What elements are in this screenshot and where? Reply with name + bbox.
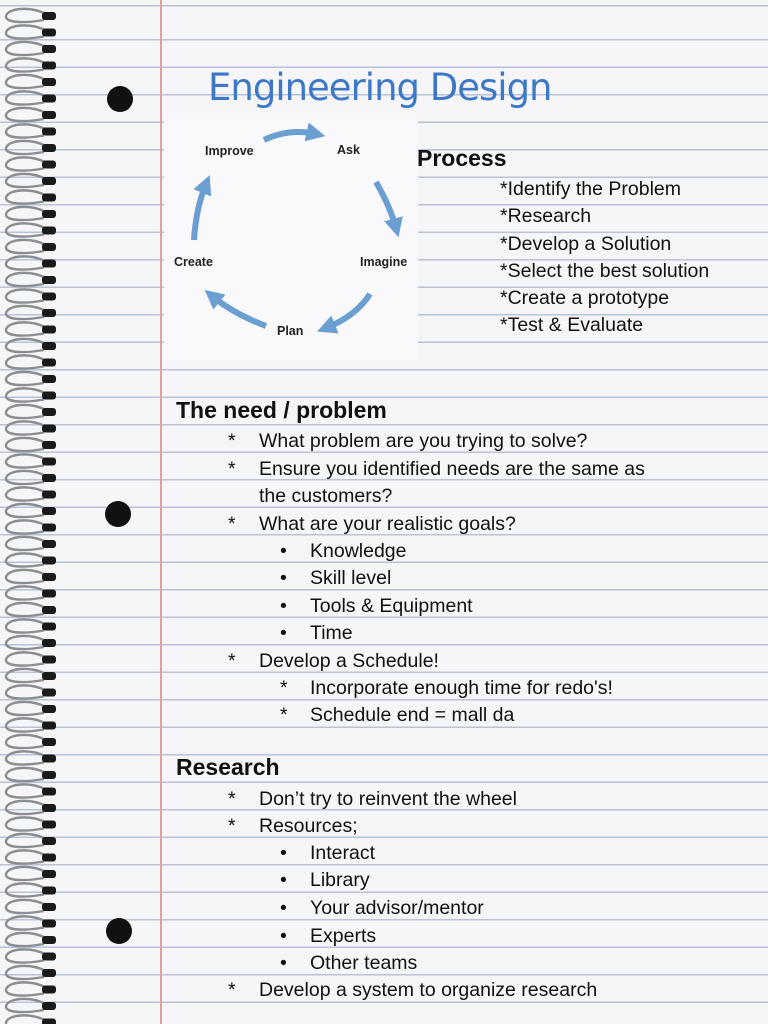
- binding-hole: [42, 738, 56, 746]
- star-marker: *: [228, 788, 236, 810]
- binding-hole: [42, 128, 56, 136]
- binding-hole: [42, 210, 56, 218]
- binding-hole: [42, 293, 56, 301]
- binding-hole: [42, 95, 56, 103]
- spiral-coil: [6, 141, 46, 154]
- spiral-coil: [6, 256, 46, 269]
- spiral-coil: [6, 504, 46, 517]
- binding-hole: [42, 557, 56, 565]
- research-item: Develop a system to organize research: [259, 979, 598, 1001]
- spiral-coil: [6, 735, 46, 748]
- spiral-coil: [6, 487, 46, 500]
- goal-item: Knowledge: [310, 540, 407, 562]
- step-ask-label: Ask: [337, 143, 360, 157]
- need-item: Ensure you identified needs are the same as: [259, 458, 645, 480]
- spiral-coil: [6, 850, 46, 863]
- spiral-coil: [6, 933, 46, 946]
- spiral-coil: [6, 58, 46, 71]
- binding-hole: [42, 62, 56, 70]
- spiral-coil: [6, 586, 46, 599]
- binding-hole: [42, 656, 56, 664]
- process-heading: Process: [417, 145, 507, 171]
- binding-hole: [42, 837, 56, 845]
- star-marker: *: [228, 815, 236, 837]
- step-imagine-label: Imagine: [360, 255, 408, 269]
- binding-hole: [42, 260, 56, 268]
- step-improve-label: Improve: [205, 144, 254, 158]
- binding-hole: [42, 326, 56, 334]
- spiral-coil: [6, 223, 46, 236]
- spiral-coil: [6, 388, 46, 401]
- process-item: *Test & Evaluate: [500, 314, 644, 337]
- spiral-coil: [6, 999, 46, 1012]
- spiral-coil: [6, 883, 46, 896]
- process-item: *Identify the Problem: [500, 178, 682, 200]
- binding-hole: [42, 606, 56, 614]
- binding-hole: [42, 243, 56, 251]
- arrow-create-to-improve: [194, 184, 206, 240]
- binding-hole: [42, 392, 56, 400]
- arrow-plan-to-create: [212, 296, 266, 326]
- binding-hole: [42, 689, 56, 697]
- margin-line: [160, 0, 162, 1024]
- need-heading: The need / problem: [176, 397, 387, 423]
- process-item: *Create a prototype: [500, 287, 670, 310]
- spiral-coil: [6, 553, 46, 566]
- star-marker: *: [228, 430, 236, 452]
- spiral-coil: [6, 636, 46, 649]
- resource-item: Other teams: [310, 952, 418, 974]
- spiral-coil: [6, 520, 46, 533]
- binding-hole: [42, 408, 56, 416]
- design-cycle-diagram: [164, 118, 418, 360]
- spiral-coil: [6, 289, 46, 302]
- dot-marker: •: [280, 952, 287, 974]
- binding-hole: [42, 969, 56, 977]
- research-heading: Research: [176, 754, 280, 780]
- spiral-coil: [6, 75, 46, 88]
- star-marker: *: [228, 458, 236, 480]
- spiral-coil: [6, 405, 46, 418]
- resource-item: Interact: [310, 842, 376, 864]
- binding-hole: [42, 870, 56, 878]
- schedule-item: Incorporate enough time for redo's!: [310, 677, 613, 699]
- need-item: Develop a Schedule!: [259, 650, 439, 672]
- spiral-coil: [6, 916, 46, 929]
- binding-hole: [42, 111, 56, 119]
- spiral-coil: [6, 570, 46, 583]
- spiral-coil: [6, 273, 46, 286]
- goal-item: Skill level: [310, 567, 392, 589]
- spiral-coil: [6, 438, 46, 451]
- research-item: Don’t try to reinvent the wheel: [259, 788, 517, 810]
- binding-hole: [42, 177, 56, 185]
- spiral-coil: [6, 685, 46, 698]
- spiral-coil: [6, 157, 46, 170]
- binding-hole: [42, 804, 56, 812]
- binding-hole: [42, 936, 56, 944]
- spiral-coil: [6, 619, 46, 632]
- spiral-coil: [6, 372, 46, 385]
- binding-hole: [42, 573, 56, 581]
- spiral-coil: [6, 982, 46, 995]
- resource-item: Your advisor/mentor: [310, 897, 484, 919]
- spiral-coil: [6, 669, 46, 682]
- punch-hole: [106, 918, 132, 944]
- binding-hole: [42, 474, 56, 482]
- spiral-coil: [6, 9, 46, 22]
- dot-marker: •: [280, 925, 287, 947]
- binding-hole: [42, 45, 56, 53]
- dot-marker: •: [280, 897, 287, 919]
- binding-hole: [42, 276, 56, 284]
- binding-hole: [42, 788, 56, 796]
- spiral-coil: [6, 339, 46, 352]
- spiral-coil: [6, 25, 46, 38]
- spiral-coil: [6, 1015, 46, 1024]
- spiral-binding: [0, 0, 70, 1024]
- binding-hole: [42, 920, 56, 928]
- arrow-improve-to-ask: [264, 132, 316, 140]
- binding-hole: [42, 854, 56, 862]
- star-marker: *: [228, 513, 236, 535]
- spiral-coil: [6, 900, 46, 913]
- binding-hole: [42, 425, 56, 433]
- spiral-coil: [6, 421, 46, 434]
- goal-item: Tools & Equipment: [310, 595, 473, 617]
- spiral-coil: [6, 702, 46, 715]
- resource-item: Library: [310, 869, 370, 891]
- need-item: What are your realistic goals?: [259, 513, 516, 535]
- star-marker: *: [228, 650, 236, 672]
- arrow-imagine-to-plan: [326, 294, 370, 328]
- spiral-coil: [6, 817, 46, 830]
- spiral-coil: [6, 322, 46, 335]
- punch-hole: [107, 86, 133, 112]
- spiral-coil: [6, 240, 46, 253]
- spiral-coil: [6, 784, 46, 797]
- binding-hole: [42, 672, 56, 680]
- binding-hole: [42, 342, 56, 350]
- spiral-coil: [6, 124, 46, 137]
- spiral-coil: [6, 174, 46, 187]
- spiral-coil: [6, 91, 46, 104]
- arrow-ask-to-imagine: [376, 182, 396, 228]
- binding-hole: [42, 441, 56, 449]
- page-title: Engineering Design: [208, 66, 552, 109]
- star-marker: *: [280, 704, 288, 726]
- dot-marker: •: [280, 567, 287, 589]
- binding-hole: [42, 903, 56, 911]
- binding-hole: [42, 821, 56, 829]
- spiral-coil: [6, 718, 46, 731]
- spiral-coil: [6, 190, 46, 203]
- star-marker: *: [280, 677, 288, 699]
- dot-marker: •: [280, 540, 287, 562]
- process-item: *Develop a Solution: [500, 232, 672, 255]
- spiral-coil: [6, 949, 46, 962]
- spiral-coil: [6, 768, 46, 781]
- binding-hole: [42, 12, 56, 20]
- binding-hole: [42, 755, 56, 763]
- spiral-coil: [6, 355, 46, 368]
- spiral-coil: [6, 108, 46, 121]
- need-item: What problem are you trying to solve?: [259, 430, 588, 452]
- binding-hole: [42, 29, 56, 37]
- process-item: *Research: [500, 205, 592, 228]
- star-marker: *: [228, 979, 236, 1001]
- binding-hole: [42, 458, 56, 466]
- dot-marker: •: [280, 869, 287, 891]
- binding-hole: [42, 144, 56, 152]
- spiral-coil: [6, 751, 46, 764]
- binding-hole: [42, 887, 56, 895]
- spiral-coil: [6, 207, 46, 220]
- binding-hole: [42, 161, 56, 169]
- binding-hole: [42, 705, 56, 713]
- spiral-coil: [6, 801, 46, 814]
- binding-hole: [42, 986, 56, 994]
- binding-hole: [42, 194, 56, 202]
- research-item: Resources;: [259, 815, 358, 837]
- schedule-item: Schedule end = mall da: [310, 704, 515, 726]
- binding-hole: [42, 1002, 56, 1010]
- dot-marker: •: [280, 595, 287, 617]
- spiral-coil: [6, 537, 46, 550]
- binding-hole: [42, 507, 56, 515]
- binding-hole: [42, 375, 56, 383]
- binding-hole: [42, 78, 56, 86]
- binding-hole: [42, 309, 56, 317]
- step-plan-label: Plan: [277, 324, 304, 338]
- binding-hole: [42, 722, 56, 730]
- process-item: *Select the best solution: [500, 259, 710, 282]
- binding-hole: [42, 227, 56, 235]
- resource-item: Experts: [310, 925, 377, 947]
- spiral-coil: [6, 966, 46, 979]
- spiral-coil: [6, 603, 46, 616]
- process-list: [500, 176, 709, 340]
- binding-hole: [42, 524, 56, 532]
- dot-marker: •: [280, 622, 287, 644]
- binding-hole: [42, 639, 56, 647]
- binding-hole: [42, 491, 56, 499]
- binding-hole: [42, 590, 56, 598]
- goal-item: Time: [310, 622, 353, 644]
- dot-marker: •: [280, 842, 287, 864]
- step-create-label: Create: [174, 255, 213, 269]
- binding-hole: [42, 1019, 56, 1024]
- spiral-coil: [6, 867, 46, 880]
- spiral-coil: [6, 652, 46, 665]
- binding-hole: [42, 771, 56, 779]
- binding-hole: [42, 540, 56, 548]
- spiral-coil: [6, 471, 46, 484]
- punch-hole: [105, 501, 131, 527]
- spiral-coil: [6, 42, 46, 55]
- spiral-coil: [6, 454, 46, 467]
- binding-hole: [42, 359, 56, 367]
- binding-hole: [42, 953, 56, 961]
- need-item-continued: the customers?: [259, 485, 393, 507]
- spiral-coil: [6, 834, 46, 847]
- binding-hole: [42, 623, 56, 631]
- spiral-coil: [6, 306, 46, 319]
